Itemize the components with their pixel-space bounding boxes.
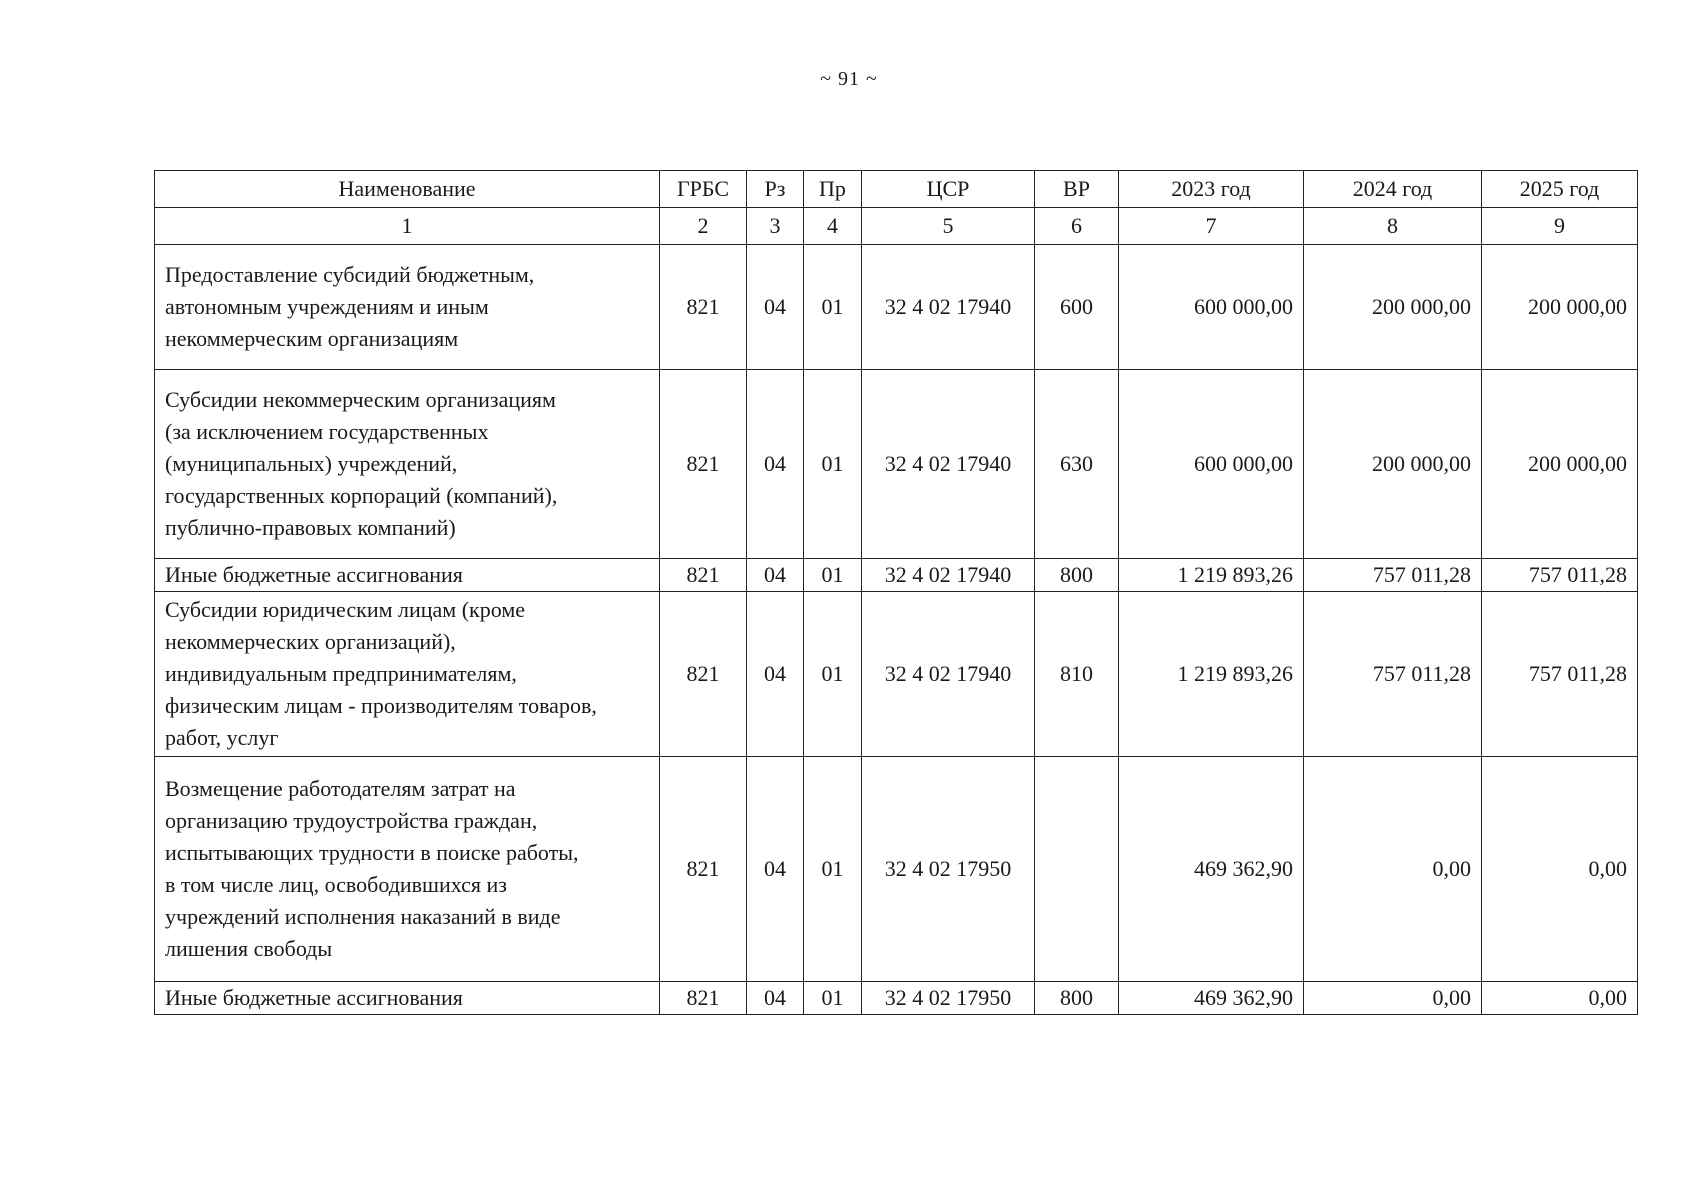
row-amount-2024: 200 000,00 bbox=[1304, 370, 1482, 559]
row-amount-2023: 469 362,90 bbox=[1119, 757, 1304, 982]
index-cell: 2 bbox=[660, 208, 747, 245]
row-pr: 01 bbox=[804, 592, 862, 757]
index-cell: 3 bbox=[747, 208, 804, 245]
row-pr: 01 bbox=[804, 559, 862, 592]
header-row bbox=[155, 171, 1638, 208]
row-csr: 32 4 02 17940 bbox=[862, 559, 1035, 592]
row-name-line: работ, услуг bbox=[165, 725, 279, 750]
table-row bbox=[155, 245, 1638, 370]
index-cell: 7 bbox=[1119, 208, 1304, 245]
row-name-line: испытывающих трудности в поиске работы, bbox=[165, 840, 579, 865]
row-amount-2023: 1 219 893,26 bbox=[1119, 559, 1304, 592]
row-amount-2024: 0,00 bbox=[1304, 982, 1482, 1015]
row-name-cell bbox=[155, 370, 660, 559]
row-name-line: организацию трудоустройства граждан, bbox=[165, 808, 538, 833]
row-amount-2025: 757 011,28 bbox=[1482, 592, 1638, 757]
row-rz: 04 bbox=[747, 370, 804, 559]
row-amount-2025: 200 000,00 bbox=[1482, 245, 1638, 370]
header-csr: ЦСР bbox=[862, 171, 1035, 208]
header-2025: 2025 год bbox=[1482, 171, 1638, 208]
row-csr: 32 4 02 17950 bbox=[862, 982, 1035, 1015]
row-rz: 04 bbox=[747, 982, 804, 1015]
row-grbs: 821 bbox=[660, 245, 747, 370]
row-name-line: Иные бюджетные ассигнования bbox=[165, 562, 463, 587]
row-csr: 32 4 02 17940 bbox=[862, 592, 1035, 757]
row-name-line: автономным учреждениям и иным bbox=[165, 294, 489, 319]
row-name-line: учреждений исполнения наказаний в виде bbox=[165, 904, 561, 929]
row-pr: 01 bbox=[804, 757, 862, 982]
header-name: Наименование bbox=[155, 171, 660, 208]
row-rz: 04 bbox=[747, 245, 804, 370]
row-amount-2023: 1 219 893,26 bbox=[1119, 592, 1304, 757]
row-name-line: индивидуальным предпринимателям, bbox=[165, 661, 517, 686]
row-grbs: 821 bbox=[660, 982, 747, 1015]
row-name-line: Субсидии некоммерческим организациям bbox=[165, 387, 556, 412]
row-vr: 800 bbox=[1035, 982, 1119, 1015]
row-amount-2025: 200 000,00 bbox=[1482, 370, 1638, 559]
row-rz: 04 bbox=[747, 592, 804, 757]
header-vr: ВР bbox=[1035, 171, 1119, 208]
table-row bbox=[155, 370, 1638, 559]
row-name-line: лишения свободы bbox=[165, 936, 333, 961]
row-name-line: некоммерческих организаций), bbox=[165, 629, 456, 654]
row-grbs: 821 bbox=[660, 370, 747, 559]
row-csr: 32 4 02 17940 bbox=[862, 245, 1035, 370]
row-csr: 32 4 02 17950 bbox=[862, 757, 1035, 982]
row-csr: 32 4 02 17940 bbox=[862, 370, 1035, 559]
row-amount-2024: 0,00 bbox=[1304, 757, 1482, 982]
row-name-line: публично-правовых компаний) bbox=[165, 515, 456, 540]
header-2024: 2024 год bbox=[1304, 171, 1482, 208]
row-pr: 01 bbox=[804, 245, 862, 370]
header-grbs: ГРБС bbox=[660, 171, 747, 208]
row-pr: 01 bbox=[804, 982, 862, 1015]
row-vr: 810 bbox=[1035, 592, 1119, 757]
row-name-line: Иные бюджетные ассигнования bbox=[165, 985, 463, 1010]
index-cell: 6 bbox=[1035, 208, 1119, 245]
row-amount-2024: 757 011,28 bbox=[1304, 559, 1482, 592]
row-name-line: физическим лицам - производителям товаров, bbox=[165, 693, 597, 718]
row-rz: 04 bbox=[747, 559, 804, 592]
row-grbs: 821 bbox=[660, 757, 747, 982]
row-name-line: в том числе лиц, освободившихся из bbox=[165, 872, 507, 897]
column-index-row bbox=[155, 208, 1638, 245]
row-name-line: Субсидии юридическим лицам (кроме bbox=[165, 597, 526, 622]
row-name-line: Предоставление субсидий бюджетным, bbox=[165, 262, 535, 287]
row-name-cell bbox=[155, 982, 660, 1015]
row-vr: 800 bbox=[1035, 559, 1119, 592]
row-vr bbox=[1035, 757, 1119, 982]
row-name-cell bbox=[155, 592, 660, 757]
row-rz: 04 bbox=[747, 757, 804, 982]
row-name-line: (за исключением государственных bbox=[165, 419, 489, 444]
budget-table bbox=[154, 170, 1638, 1015]
row-amount-2024: 200 000,00 bbox=[1304, 245, 1482, 370]
row-name-cell bbox=[155, 757, 660, 982]
row-pr: 01 bbox=[804, 370, 862, 559]
header-rz: Рз bbox=[747, 171, 804, 208]
row-amount-2023: 469 362,90 bbox=[1119, 982, 1304, 1015]
index-cell: 5 bbox=[862, 208, 1035, 245]
row-amount-2025: 0,00 bbox=[1482, 982, 1638, 1015]
row-grbs: 821 bbox=[660, 592, 747, 757]
row-name-line: (муниципальных) учреждений, bbox=[165, 451, 458, 476]
row-name-cell bbox=[155, 245, 660, 370]
index-cell: 8 bbox=[1304, 208, 1482, 245]
index-cell: 4 bbox=[804, 208, 862, 245]
row-amount-2023: 600 000,00 bbox=[1119, 370, 1304, 559]
index-cell: 1 bbox=[155, 208, 660, 245]
row-vr: 630 bbox=[1035, 370, 1119, 559]
row-amount-2023: 600 000,00 bbox=[1119, 245, 1304, 370]
row-amount-2025: 0,00 bbox=[1482, 757, 1638, 982]
page-number: ~ 91 ~ bbox=[820, 68, 878, 90]
row-amount-2025: 757 011,28 bbox=[1482, 559, 1638, 592]
row-name-line: Возмещение работодателям затрат на bbox=[165, 776, 516, 801]
row-name-line: государственных корпораций (компаний), bbox=[165, 483, 558, 508]
row-amount-2024: 757 011,28 bbox=[1304, 592, 1482, 757]
row-grbs: 821 bbox=[660, 559, 747, 592]
table-row bbox=[155, 757, 1638, 982]
row-name-line: некоммерческим организациям bbox=[165, 326, 459, 351]
row-name-cell bbox=[155, 559, 660, 592]
header-pr: Пр bbox=[804, 171, 862, 208]
table-row bbox=[155, 592, 1638, 757]
row-vr: 600 bbox=[1035, 245, 1119, 370]
table-row bbox=[155, 982, 1638, 1015]
table-row bbox=[155, 559, 1638, 592]
header-2023: 2023 год bbox=[1119, 171, 1304, 208]
index-cell: 9 bbox=[1482, 208, 1638, 245]
